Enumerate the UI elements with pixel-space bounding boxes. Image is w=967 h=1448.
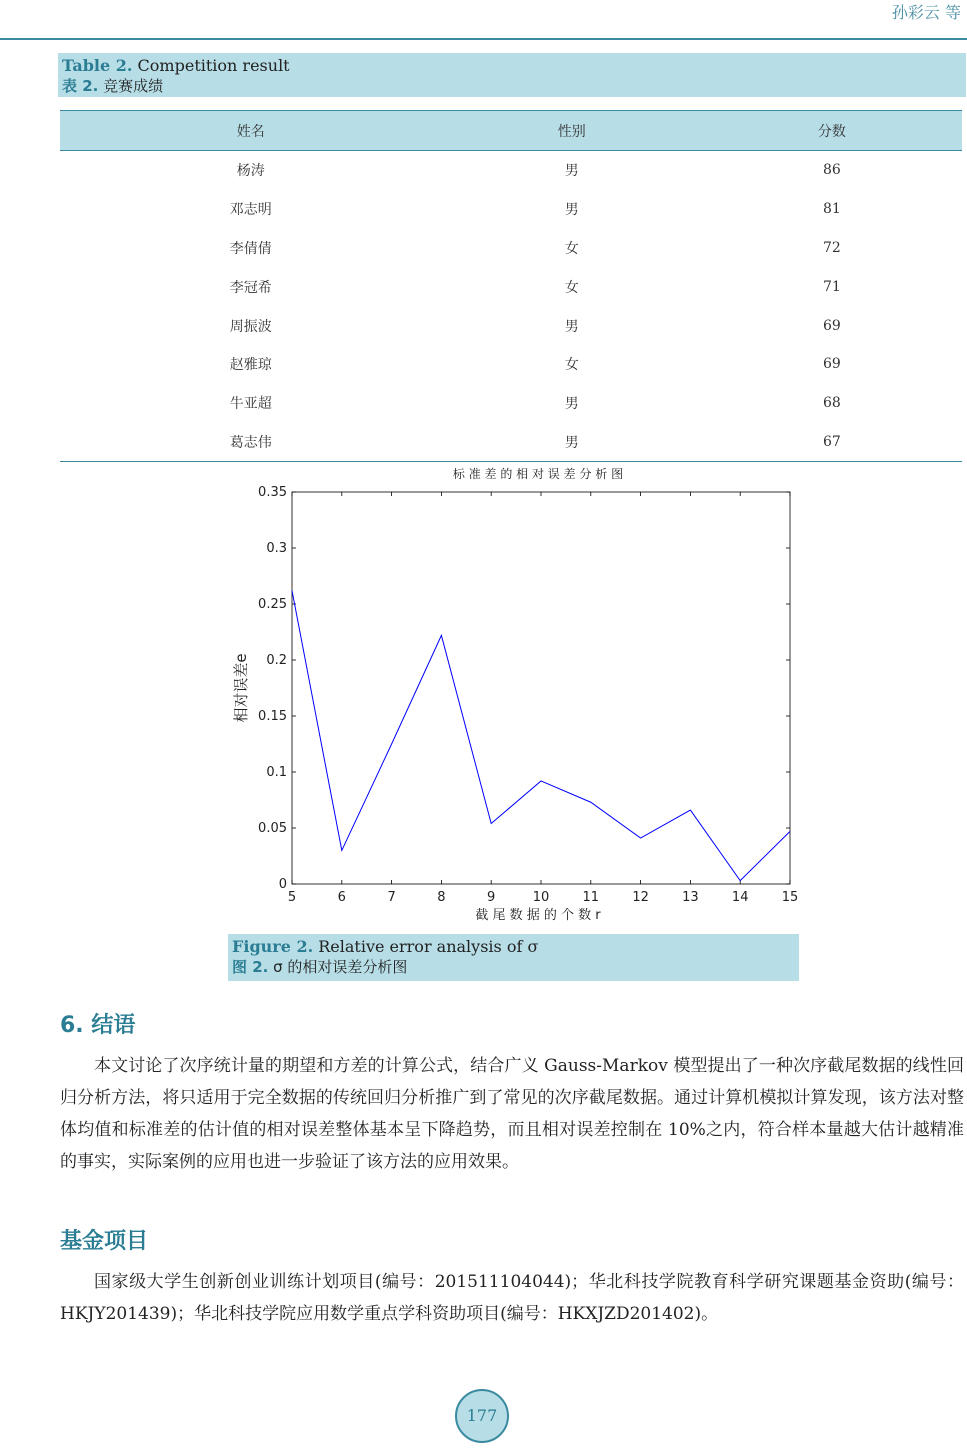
conclusion-paragraph: 本文讨论了次序统计量的期望和方差的计算公式，结合广义 Gauss-Markov 模型提出了一种次序截尾数据的线性回归分析方法，将只适用于完全数据的传统回归分析推广到了常见的次序截尾数据。通过计算机模拟计算发现，该方法对整体均值和标准差的估计值的相对误差整体基本呈下降趋势，而且相对误差控制在 10%之内，符合样本量越大估计越精准的事实，实际案例的应用也进一步验证了该方法的应用效果。 — [60, 1056, 964, 1172]
x-tick-label: 11 — [582, 890, 600, 905]
x-tick-label: 5 — [287, 890, 297, 905]
x-axis-label: 截 尾 数 据 的 个 数 r — [475, 908, 601, 923]
results-table — [60, 110, 962, 462]
figure-caption-en-text: Relative error analysis of σ — [313, 937, 539, 956]
y-tick-label: 0.05 — [258, 821, 287, 836]
table-row — [60, 384, 962, 423]
y-tick-label: 0.25 — [258, 597, 287, 612]
figure-caption — [228, 934, 799, 981]
table-row — [60, 345, 962, 384]
funding-heading: 基金项目 — [60, 1229, 149, 1254]
cell-gender: 男 — [564, 163, 579, 180]
table-row — [60, 423, 962, 462]
x-axis-ticks — [288, 492, 798, 905]
conclusion-heading: 6. 结语 — [60, 1013, 136, 1038]
figure-caption-en-label: Figure 2. — [232, 937, 314, 956]
x-tick-label: 12 — [632, 890, 649, 905]
relative-error-chart — [226, 460, 806, 930]
y-tick-label: 0.2 — [266, 653, 287, 668]
figure-caption-zh-text: σ 的相对误差分析图 — [268, 958, 408, 976]
cell-score: 81 — [822, 201, 841, 218]
x-tick-label: 15 — [781, 890, 799, 905]
cell-gender: 男 — [442, 423, 702, 462]
cell-score: 69 — [822, 356, 841, 373]
x-tick-label: 9 — [487, 890, 496, 905]
x-tick-label: 6 — [337, 890, 346, 905]
x-tick-label: 8 — [437, 890, 446, 905]
table-header-row — [60, 111, 962, 151]
cell-gender: 女 — [564, 240, 579, 257]
chart-title: 标 准 差 的 相 对 误 差 分 析 图 — [452, 467, 624, 481]
cell-score: 68 — [822, 395, 841, 412]
y-tick-label: 0.15 — [258, 709, 287, 724]
x-tick-label: 13 — [682, 890, 699, 905]
cell-gender: 女 — [564, 357, 579, 374]
cell-score: 71 — [822, 278, 841, 295]
y-tick-label: 0 — [278, 877, 287, 892]
table-row — [60, 151, 962, 190]
cell-name: 葛志伟 — [60, 423, 442, 462]
header-gender: 性别 — [442, 111, 702, 151]
cell-name: 李倩倩 — [229, 240, 272, 257]
table-row — [60, 267, 962, 306]
x-tick-label: 14 — [731, 890, 749, 905]
cell-gender: 男 — [564, 396, 579, 413]
header-score: 分数 — [702, 111, 962, 151]
cell-name: 赵雅琼 — [229, 357, 272, 374]
series-layer — [292, 591, 790, 881]
x-tick-label: 7 — [387, 890, 396, 905]
table-caption-en-text: Competition result — [132, 56, 290, 75]
series-line — [292, 591, 790, 881]
cell-name: 牛亚超 — [229, 396, 272, 413]
plot-frame — [292, 492, 790, 884]
page-number: 177 — [455, 1389, 509, 1443]
header-author: 孙彩云 等 — [891, 3, 961, 22]
y-tick-label: 0.1 — [266, 765, 287, 780]
cell-score: 69 — [822, 317, 841, 334]
cell-gender: 女 — [564, 279, 579, 296]
cell-name: 李冠希 — [229, 279, 272, 296]
cell-name: 周振波 — [229, 318, 272, 335]
table-row — [60, 190, 962, 229]
cell-name: 邓志明 — [229, 202, 272, 219]
table-caption-zh-label: 表 2. — [62, 77, 99, 95]
header-name: 姓名 — [60, 111, 442, 151]
table-caption-en-label: Table 2. — [62, 56, 133, 75]
table-row — [60, 306, 962, 345]
y-tick-label: 0.3 — [266, 541, 287, 556]
y-tick-label: 0.35 — [258, 485, 287, 500]
funding-paragraph: 国家级大学生创新创业训练计划项目(编号：201511104044)；华北科技学院教育科学研究课题基金资助(编号：HKJY201439)；华北科技学院应用数学重点学科资助项目(编号：HKXJZD201402)。 — [60, 1272, 964, 1324]
cell-score: 86 — [822, 162, 841, 179]
table-row — [60, 229, 962, 268]
figure-caption-zh-label: 图 2. — [232, 958, 269, 976]
table-caption-zh-text: 竞赛成绩 — [98, 77, 164, 95]
x-tick-label: 10 — [532, 890, 550, 905]
cell-gender: 男 — [564, 202, 579, 219]
y-axis-label: 相对误差e — [232, 653, 250, 723]
cell-score: 72 — [822, 239, 841, 256]
table-caption — [58, 53, 966, 97]
cell-score: 67 — [702, 423, 962, 462]
cell-gender: 男 — [564, 318, 579, 335]
header-rule — [0, 38, 967, 40]
cell-name: 杨涛 — [236, 163, 265, 180]
